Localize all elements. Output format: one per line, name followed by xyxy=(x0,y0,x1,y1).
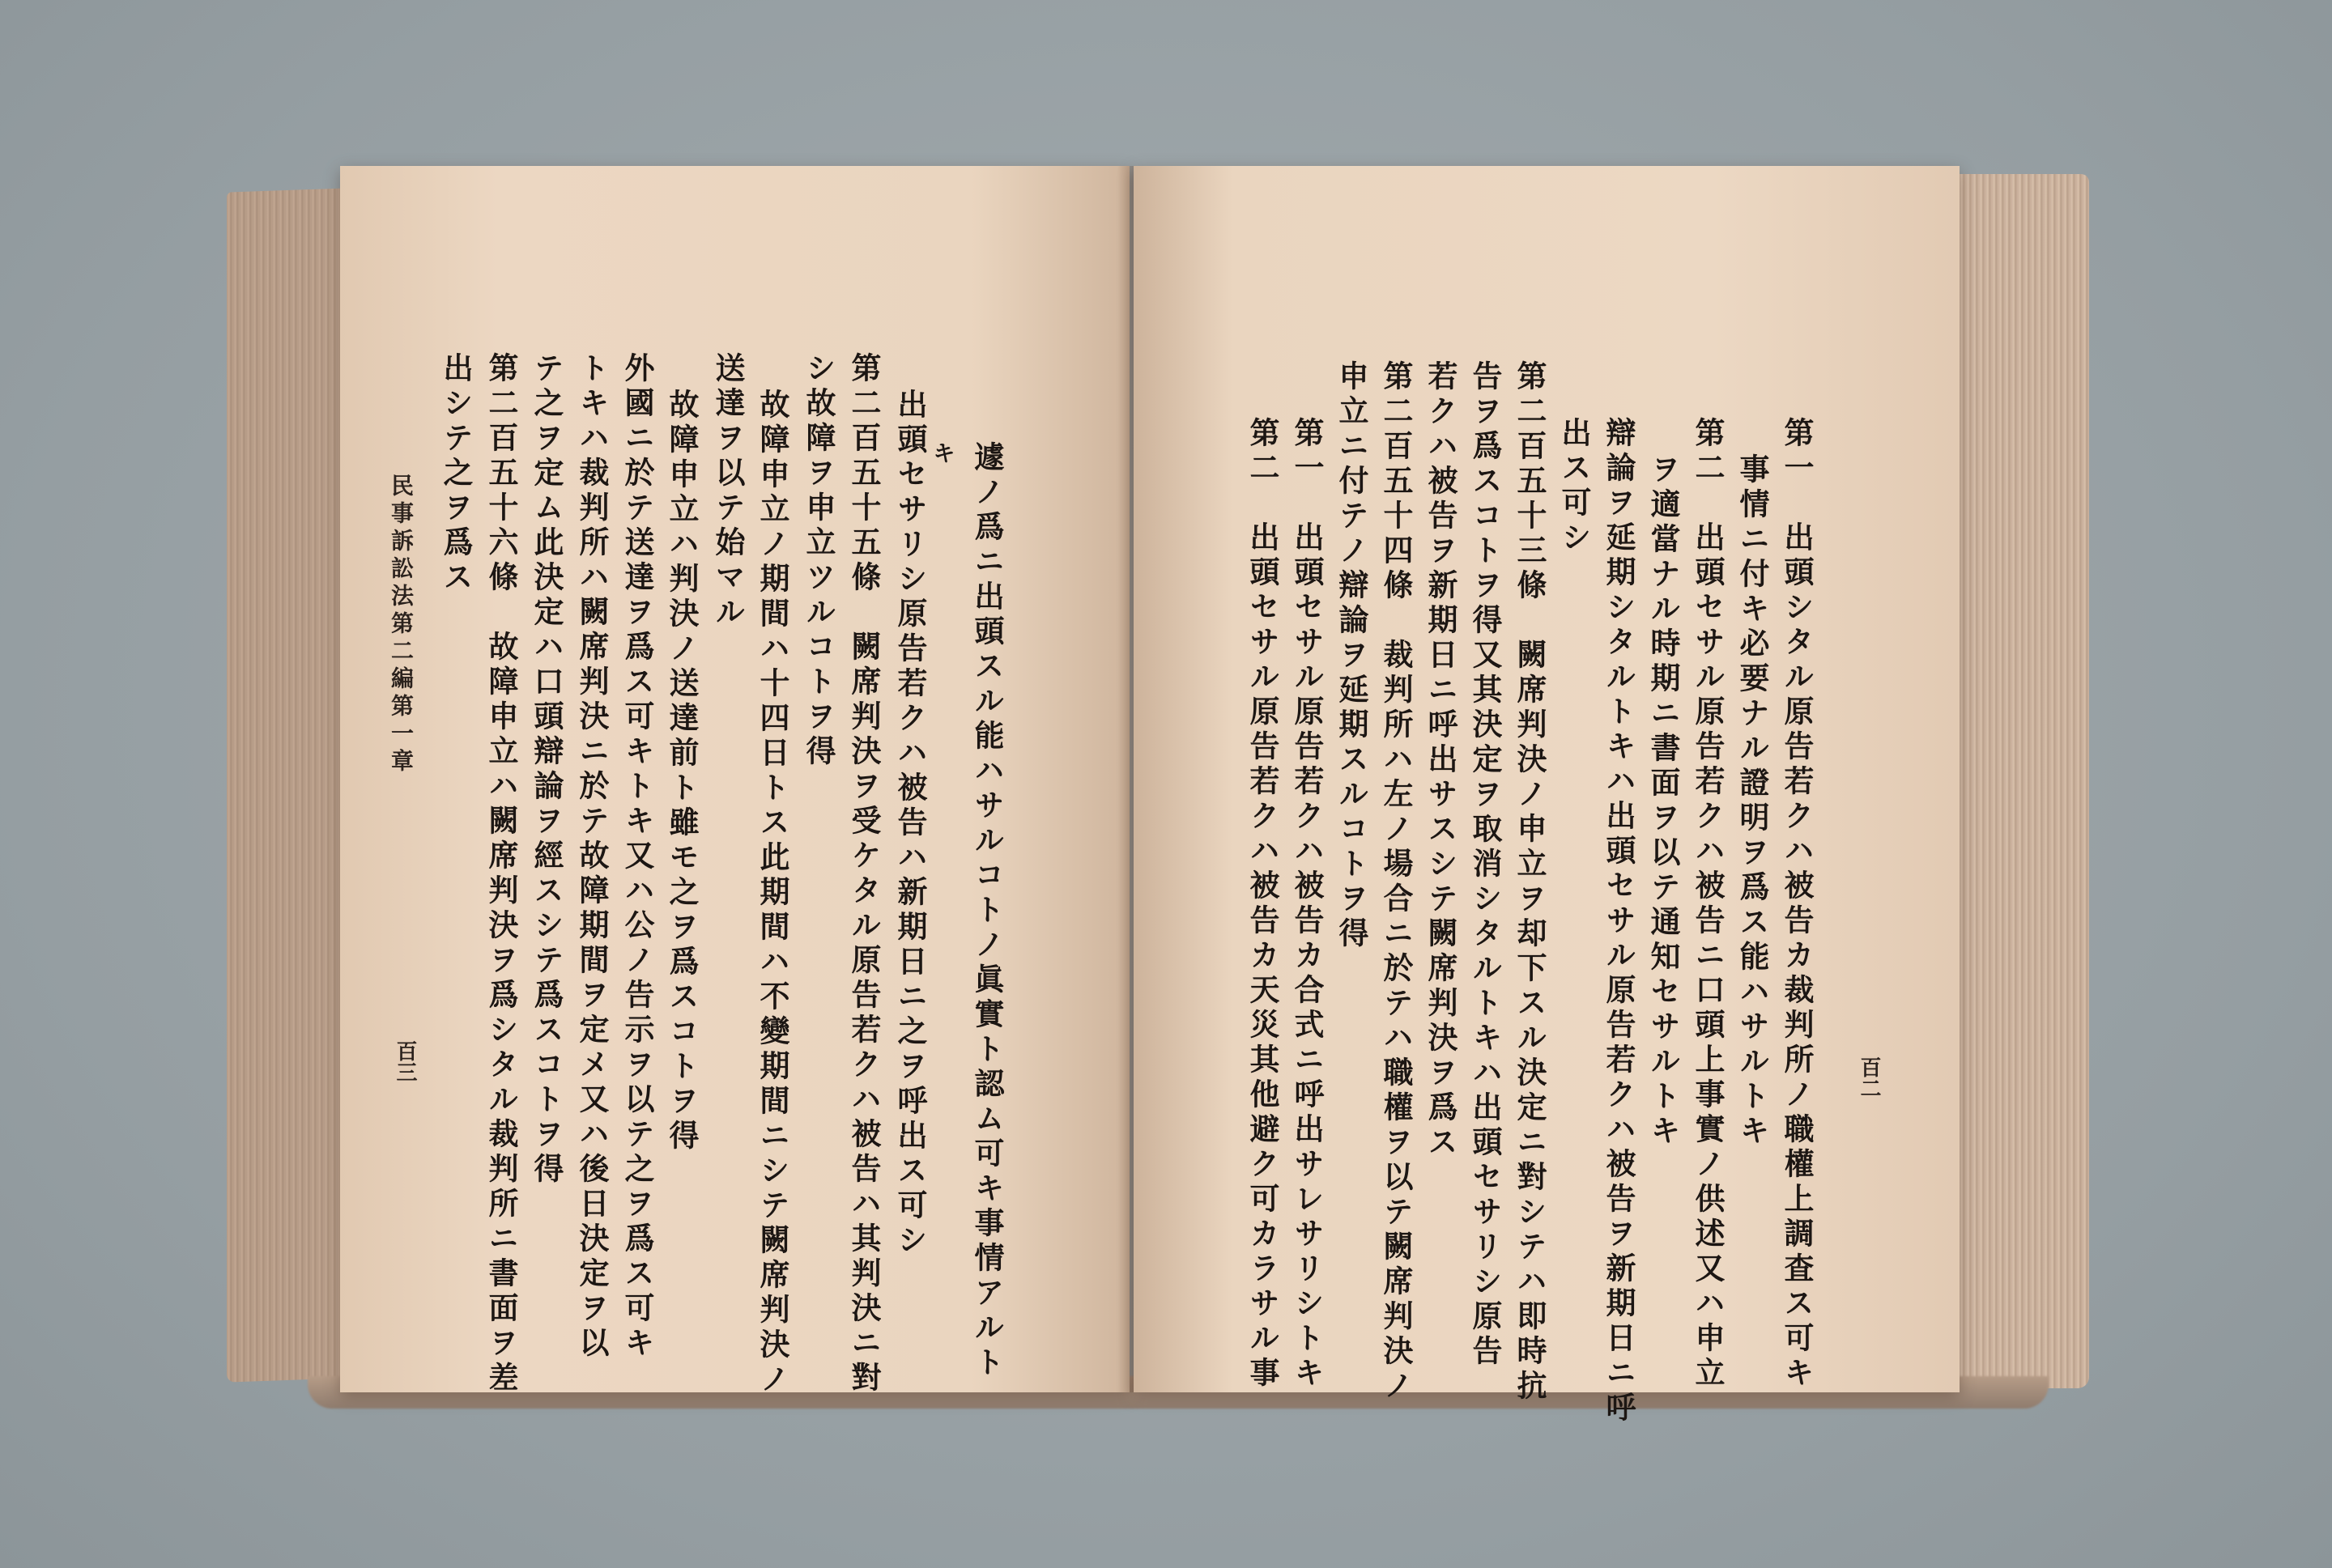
left-col-3: 出頭セサリシ原告若クハ被告ハ新期日ニ之ヲ呼出ス可シ xyxy=(892,389,928,1259)
left-col-10: トキハ裁判所ハ闕席判決ニ於テ故障期間ヲ定メ又ハ後日決定ヲ以 xyxy=(574,352,610,1362)
left-col-5: シ故障ヲ申立ツルコトヲ得 xyxy=(801,352,836,770)
left-page xyxy=(340,166,1130,1398)
left-col-12: 第二百五十六條 故障申立ハ闕席判決ヲ爲シタル裁判所ニ書面ヲ差 xyxy=(483,352,519,1396)
right-col-11: 申立ニ付テノ辯論ヲ延期スルコトヲ得 xyxy=(1334,360,1369,952)
right-col-3: 第二 出頭セサル原告若クハ被告ニ口頭上事實ノ供述又ハ申立 xyxy=(1690,417,1726,1392)
right-col-2: 事情ニ付キ必要ナル證明ヲ爲ス能ハサルトキ xyxy=(1734,453,1770,1149)
right-col-7: 第二百五十三條 闕席判決ノ申立ヲ却下スル決定ニ對シテハ即時抗 xyxy=(1512,360,1547,1404)
left-col-13: 出シテ之ヲ爲ス xyxy=(438,352,474,596)
left-col-6: 故障申立ノ期間ハ十四日トス此期間ハ不變期間ニシテ闕席判決ノ xyxy=(755,389,790,1398)
left-col-4: 第二百五十五條 闕席判決ヲ受ケタル原告若クハ被告ハ其判決ニ對 xyxy=(846,352,882,1396)
left-col-1: 遽ノ爲ニ出頭スル能ハサルコトノ眞實ト認ム可キ事情アルト xyxy=(969,441,1005,1381)
left-col-7: 送達ヲ以テ始マル xyxy=(710,352,746,631)
right-col-9: 若クハ被告ヲ新期日ニ呼出サスシテ闕席判決ヲ爲ス xyxy=(1423,360,1458,1161)
left-col-11: テ之ヲ定ム此決定ハ口頭辯論ヲ經スシテ爲スコトヲ得 xyxy=(529,352,564,1188)
right-col-10: 第二百五十四條 裁判所ハ左ノ場合ニ於テハ職權ヲ以テ闕席判決ノ xyxy=(1378,360,1414,1404)
left-page-number: 百三 xyxy=(393,1040,417,1082)
right-col-12: 第一 出頭セサル原告若クハ被告カ合式ニ呼出サレサリシトキ xyxy=(1289,417,1325,1392)
right-col-13: 第二 出頭セサル原告若クハ被告カ天災其他避ク可カラサル事 xyxy=(1245,417,1280,1392)
left-col-2: キ xyxy=(930,441,956,470)
right-page-number: 百二 xyxy=(1857,1056,1881,1098)
right-page xyxy=(1134,166,1960,1426)
left-col-8: 故障申立ハ判決ノ送達前ト雖モ之ヲ爲スコトヲ得 xyxy=(664,389,700,1154)
running-head: 民事訴訟法第二編第一章 xyxy=(388,474,415,776)
left-col-9: 外國ニ於テ送達ヲ爲ス可キトキ又ハ公ノ告示ヲ以テ之ヲ爲ス可キ xyxy=(619,352,655,1362)
right-col-5: 辯論ヲ延期シタルトキハ出頭セサル原告若クハ被告ヲ新期日ニ呼 xyxy=(1601,417,1636,1426)
right-col-6: 出ス可シ xyxy=(1556,417,1592,556)
right-col-8: 告ヲ爲スコトヲ得又其決定ヲ取消シタルトキハ出頭セサリシ原告 xyxy=(1467,360,1503,1370)
left-page-stack-edge xyxy=(227,188,348,1382)
right-col-1: 第一 出頭シタル原告若クハ被告カ裁判所ノ職權上調査ス可キ xyxy=(1779,417,1815,1392)
right-col-4: ヲ適當ナル時期ニ書面ヲ以テ通知セサルトキ xyxy=(1645,453,1681,1149)
